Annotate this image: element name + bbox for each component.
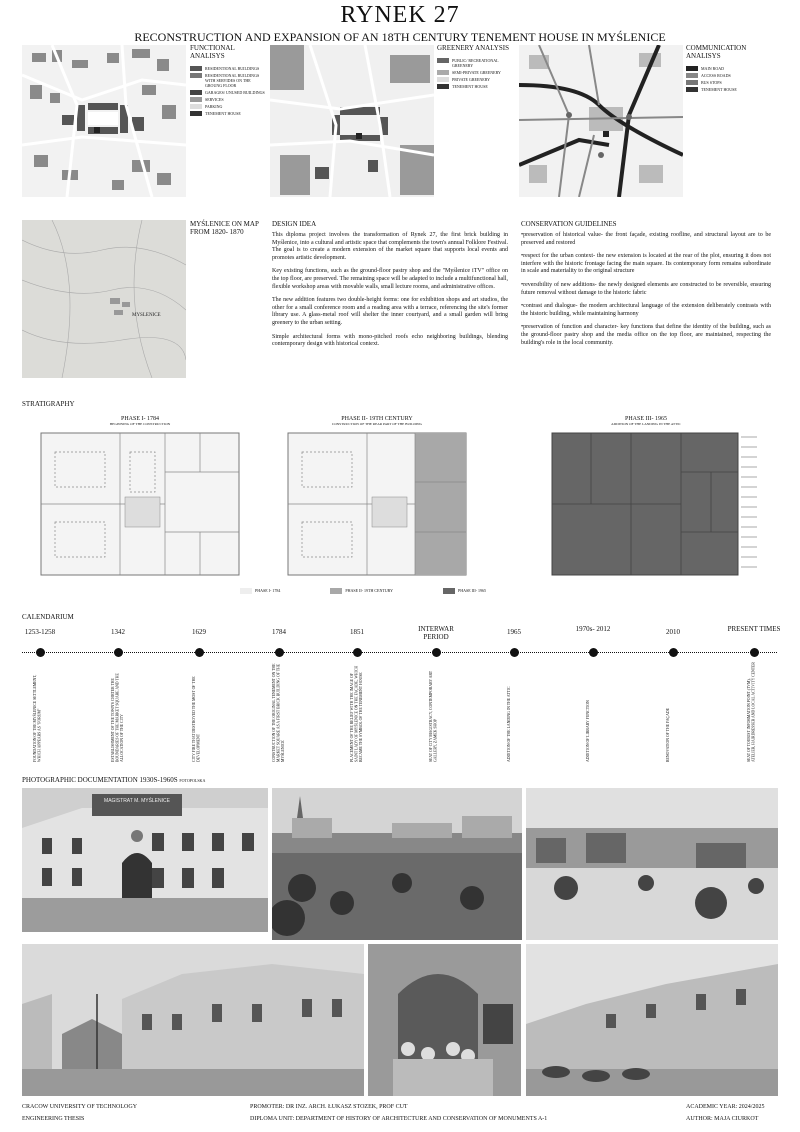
timeline-event: SEAT OF TOURIST INFORMATION POINT (TVM), ATELIER, HAIRDRESSER AND LOCAL ACTIVITY CENTER	[747, 662, 756, 762]
paragraph: Key existing functions, such as the ground-floor pastry shop and the "Myślenice iTV" office on the top floor, are preserved. The remaining space will be adapted to include a multifunctional hall, flexible workshop areas with movable walls, small lecture rooms, and administrative offices.	[272, 268, 508, 290]
paragraph: •preservation of function and character- key functions that define the identity of the building, such as the ground-floor pastry shop and the media office on the top floor, are maintained, respecting the building's role in the local community.	[521, 324, 771, 346]
phase-legend-swatch	[240, 588, 252, 594]
greenery-title: GREENERY ANALYSIS	[437, 44, 509, 52]
photo-source: FOTOPOLSKA	[179, 778, 206, 783]
phase-legend-swatch	[443, 588, 455, 594]
calendarium-title: CALENDARIUM	[22, 613, 74, 621]
legend-label: ACCESS ROADS	[701, 73, 731, 78]
legend-label: SERVICES	[205, 97, 224, 102]
conservation-title: CONSERVATION GUIDELINES	[521, 220, 617, 228]
timeline-event: ADDITION OF LIBRARY FUNCTION	[586, 700, 590, 762]
phase-legend-item	[443, 588, 486, 594]
timeline-dot	[275, 648, 284, 657]
legend-swatch	[437, 84, 449, 89]
timeline-year: 1784	[272, 628, 286, 636]
phase-legend-item	[330, 588, 393, 594]
phase-1	[40, 416, 240, 426]
legend-swatch	[190, 97, 202, 102]
legend-label: MAIN ROAD	[701, 66, 724, 71]
photo-section-title	[22, 776, 205, 784]
poster-title: RYNEK 27	[340, 2, 460, 28]
paragraph: The new addition features two double-height forms: one for exhibition shops and art studios, the other for a small conference room and a reading area with a terrace, referencing the site's former library use. A glass-metal roof will shelter the inner courtyard, and a small garden will bring greenery to the urban setting.	[272, 297, 508, 326]
historic-map-label: MYSLENICE	[132, 313, 161, 318]
design-idea	[272, 220, 508, 355]
stratigraphy-title: STRATIGRAPHY	[22, 400, 75, 408]
legend-item	[437, 58, 517, 68]
functional-legend	[190, 44, 268, 118]
timeline-year: 1965	[507, 628, 521, 636]
legend-swatch	[190, 111, 202, 116]
phase-3-plan	[551, 432, 759, 576]
legend-item	[437, 70, 517, 75]
poster-subtitle: RECONSTRUCTION AND EXPANSION OF AN 18TH CENTURY TENEMENT HOUSE IN MYŚLENICE	[134, 30, 666, 44]
timeline-year: 2010	[666, 628, 680, 636]
timeline-dot	[669, 648, 678, 657]
phase-2-subtitle: CONSTRUCTION OF THE REAR PART OF THE BUILDING	[331, 422, 423, 426]
phase-2	[287, 416, 467, 426]
legend-swatch	[437, 70, 449, 75]
footer-year: ACADEMIC YEAR: 2024/2025	[686, 1104, 765, 1110]
phase-1-title: PHASE I- 1784	[120, 416, 159, 422]
photo-sign-text: MAGISTRAT M. MYŚLENICE	[104, 798, 170, 804]
legend-swatch	[686, 87, 698, 92]
legend-label: TENEMENT HOUSE	[452, 84, 488, 89]
legend-label: TENEMENT HOUSE	[701, 87, 737, 92]
legend-swatch	[190, 73, 202, 78]
timeline-year: 1851	[350, 628, 364, 636]
legend-item	[437, 77, 517, 82]
phase-legend-item	[240, 588, 280, 594]
communication-analysis-map	[519, 45, 683, 197]
legend-label: TENEMENT HOUSE	[205, 111, 241, 116]
timeline-dot	[510, 648, 519, 657]
timeline-event: ADDITION OF THE LANDING IN THE ATTIC	[507, 686, 511, 762]
phase-3-subtitle: ADDITION OF THE LANDING IN THE ATTIC	[611, 422, 681, 426]
footer-promoter: PROMOTER: DR INZ. ARCH. ŁUKASZ STOZEK, PROF CUT	[250, 1104, 408, 1110]
timeline-year: 1629	[192, 628, 206, 636]
timeline-event: RENOVATION OF THE FAÇADE	[666, 708, 670, 762]
legend-label: GARAGES/ UNUSED BUILDINGS	[205, 90, 265, 95]
timeline-year: PRESENT TIMES	[727, 625, 781, 633]
conservation-guidelines	[521, 220, 771, 353]
greenery-legend	[437, 44, 517, 91]
paragraph: •preservation of historical value- the front façade, existing roofline, and structural layout are to be preserved and restored	[521, 232, 771, 246]
timeline-dot	[353, 648, 362, 657]
timeline-dot	[589, 648, 598, 657]
footer-thesis: ENGINEERING THESIS	[22, 1116, 85, 1122]
timeline-event: FOUNDATION OF THE MYŚLENICE SETTLEMENT, WHICH APPEARS AS "FORUM"	[33, 674, 42, 762]
phase-2-plan	[287, 432, 467, 576]
legend-item	[190, 97, 268, 102]
legend-label: SEMI-PRIVATE GREENERY	[452, 70, 501, 75]
paragraph: This diploma project involves the transformation of Rynek 27, the first brick building in Myślenice, into a cultural and artistic space that complements the town's annual Folklore Festival. The goal is to create a modern extension of the market square that supports local events and promotes artistic development.	[272, 232, 508, 261]
legend-item	[686, 66, 766, 71]
photo-facade	[22, 788, 268, 932]
legend-swatch	[686, 80, 698, 85]
paragraph: •reversibility of new additions- the newly designed elements are constructed to be reversible, ensuring future removal without damage to the historic fabric	[521, 281, 771, 296]
legend-label: PUBLIC/ RECREATIONAL GREENERY	[452, 58, 499, 68]
legend-swatch	[190, 66, 202, 71]
legend-item	[686, 80, 766, 85]
historic-map	[22, 220, 186, 378]
timeline-year: INTERWAR PERIOD	[418, 625, 454, 641]
timeline-year: 1970s- 2012	[575, 625, 611, 633]
phase-2-title: PHASE II- 19TH CENTURY	[341, 416, 413, 422]
legend-item	[190, 111, 268, 116]
timeline-dot	[750, 648, 759, 657]
historic-map-title: MYŚLENICE ON MAP FROM 1820- 1870	[190, 220, 259, 236]
timeline-event: PLACEMENT OF THE RELIEF WITH THE IMAGE OF SAINT LADY OF MYŚLENICE ON THE FAÇADE, WHICH BECAME THE SYMBOL OF THE TENEMENT HOUSE	[350, 665, 364, 762]
legend-swatch	[686, 66, 698, 71]
legend-item	[190, 90, 268, 95]
footer-author: AUTHOR: MAJA CIURKOT	[686, 1116, 759, 1122]
footer-unit: DIPLOMA UNIT: DEPARTMENT OF HISTORY OF ARCHITECTURE AND CONSERVATION OF MONUMENTS A-1	[250, 1116, 548, 1122]
timeline-event: ESTABLISHMENT OF THE TOWN'S CHRTER THE BOUNDARIES OF THE MARKET SQUARE AND THE ALLOCATION OF THE CITY	[111, 673, 125, 762]
timeline-dot	[432, 648, 441, 657]
phase-3-title: PHASE III- 1965	[625, 416, 667, 422]
design-idea-title: DESIGN IDEA	[272, 220, 317, 228]
legend-swatch	[190, 90, 202, 95]
phase-legend-swatch	[330, 588, 342, 594]
photo-street-view	[22, 944, 364, 1096]
photo-entrance-crowd	[368, 944, 521, 1096]
legend-label: RESIDENTIONAL BUILDINGS WITH SERVIDES ON THE GROUNG FLOOR	[205, 73, 260, 88]
functional-analysis-map	[22, 45, 186, 197]
paragraph: •respect for the urban context- the new extension is located at the rear of the plot, ensuring it does not interfere with the historic frontage facing the main square. Its contemporary form remains subordinate in scale and materiality to the original structure	[521, 253, 771, 275]
paragraph: Simple architectural forms with mono-pitched roofs echo neighboring buildings, blending contemporary design with historical context.	[272, 333, 508, 348]
legend-item	[686, 87, 766, 92]
phase-1-plan	[40, 432, 240, 576]
phase-3	[551, 416, 741, 426]
footer-university: CRACOW UNIVERSITY OF TECHNOLOGY	[22, 1104, 138, 1110]
phase-legend-label: PHASE I- 1784	[255, 588, 281, 593]
timeline-line	[22, 652, 777, 653]
legend-item	[190, 66, 268, 71]
timeline-dot	[195, 648, 204, 657]
communication-title: COMMUNICATION ANALISYS	[686, 44, 747, 60]
legend-swatch	[437, 77, 449, 82]
communication-legend	[686, 44, 766, 94]
timeline-event: CONSTRUCTION OF THE ORIGINAL TENEMENT ON THE MARKET SQUARE AS A FIRST BRICK BUILDING OF THE MYŚLENICE	[272, 663, 286, 762]
legend-swatch	[686, 73, 698, 78]
legend-label: BUS STOPS	[701, 80, 722, 85]
timeline-dot	[36, 648, 45, 657]
legend-item	[437, 84, 517, 89]
timeline-dot	[114, 648, 123, 657]
legend-swatch	[437, 58, 449, 63]
photo-title: PHOTOGRAPHIC DOCUMENTATION 1930S-1960S	[22, 776, 178, 784]
legend-swatch	[190, 104, 202, 109]
phase-legend-label: PHASE II- 19TH CENTURY	[345, 588, 394, 593]
photo-street-cars	[526, 944, 778, 1096]
photo-market-square-trees	[526, 788, 778, 940]
legend-label: PRIVATE GREENERY	[452, 77, 491, 82]
legend-item	[686, 73, 766, 78]
timeline-year: 1342	[111, 628, 125, 636]
timeline-year: 1253-1258	[24, 628, 56, 636]
legend-label: RESIDENTIONAL BUILDINGS	[205, 66, 260, 71]
legend-label: PARKING	[205, 104, 223, 109]
stratigraphy-legend	[240, 588, 640, 596]
greenery-analysis-map	[270, 45, 434, 197]
timeline-event: CITY FIRE THAT DESTROYED THE MOST OF THE DEVELOPMENT	[192, 676, 201, 762]
phase-legend-label: PHASE III- 1965	[458, 588, 487, 593]
photo-market-square-crowd	[272, 788, 522, 940]
paragraph: •contrast and dialogue- the modern architectural language of the extension deliberately contrasts with the historic building, while maintaining harmony	[521, 303, 771, 317]
phase-1-subtitle: BEGINNING OF THE CONSTRUCTION	[109, 422, 171, 426]
legend-item	[190, 104, 268, 109]
functional-title: FUNCTIONAL ANALISYS	[190, 44, 235, 60]
legend-item	[190, 73, 268, 88]
timeline-event: SEAT OF CITY MAGISTRACY, CONTEMPORARY ART GALLERY, ZAMEK SHOP	[429, 670, 438, 762]
